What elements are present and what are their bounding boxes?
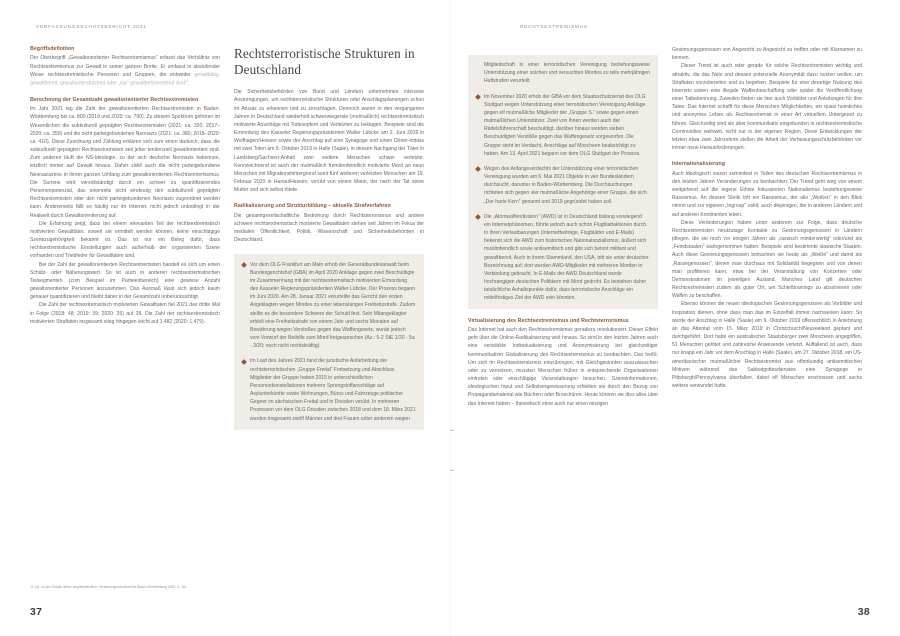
definition-text-faded: gewalttätig, gewaltbereit, gewaltunterstützend oder „nur“ gewaltbefürwortend sind — [30, 71, 220, 87]
paragraph-berechnung-1: Im Jahr 2021 lag die Zahl der gewaltorientierten Rechtsextremisten in Baden-Württemberg bei ca. 800 (2019 und 2020: ca. 790). Zu diesem Spektrum gehören im Wesentlichen die subkulturell geprägten Rechtsextremisten (2021: ca. 320; 2017–2020: ca. 350) und die nicht parteigebundenen Neonazis (2021: ca. 380; 2018–2020: ca. 410). Diese Zuordnung und Zählung erklären sich zum einen dadurch, dass die subkulturell geprägten Rechtsextremisten seit jeher tendenziell gewaltorientiert sind. Zum anderen läuft die NS-Ideologie, zu der sich deutsche Neonazis bekennen, letztlich immer auf Gewalt hinaus. Daher zählt auch die nicht parteigebundene Neonaziszene in ihrem ganzen Umfang zum gewaltorientierten Rechtsextremismus. Die Summe wird vervollständigt durch ein schwer zu quantifizierendes Personenpotenzial, das einerseits nicht eindeutig den subkulturell geprägten Rechtsextremisten oder den nicht parteigebundenen Neonazis zugeordnet werden kann. Andererseits fällt es häufig nur im Internet, nicht jedoch unbedingt in der Realwelt durch Gewaltorientierung auf. — [30, 106, 220, 219]
heading-virtualisierung: Virtualisierung des Rechtsextremismus und Rechtsterrorismus — [468, 317, 629, 324]
page-number-left: 37 — [30, 606, 43, 618]
footnote-area — [30, 585, 220, 590]
callout-box-cases-right — [468, 55, 658, 309]
paragraph-berechnung-2: Die Erfahrung zeigt, dass bei einem relevanten Teil der rechtsextremistisch motivierten Gewalttäter, soweit sie ermittelt werden können, keine einschlägige Szenezugehörigkeit bekannt ist. Das ist nur ein Beleg dafür, dass rechtsextremistische Einstellungen auch außerhalb der organisierten Szene vorhanden und Triebfeder für Gewalttaten sind. — [30, 220, 220, 260]
left-page-columns — [30, 46, 432, 606]
list-item — [242, 261, 416, 351]
callout-box-cases-left — [234, 254, 424, 430]
paragraph-berechnung-4: Die Zahl der rechtsextremistisch motivierten Gewalttaten fiel 2021 das dritte Mal in Folge (2018: 48; 2019: 39; 2020: 35) auf 28. Die Zahl der rechtsextremistisch motivierten Straftaten insgesamt stieg hingegen leicht auf 1.482 (2020: 1.479). — [30, 302, 220, 325]
heading-internationalisierung: Internationalisierung — [672, 161, 725, 168]
heading-radikalisierung: Radikalisierung und Strukturbildung – aktuelle Strafverfahren — [234, 203, 391, 210]
paragraph-definition — [30, 54, 220, 87]
list-item — [476, 165, 650, 206]
crop-mark — [450, 470, 454, 471]
footnote-marker: 11 — [184, 78, 189, 83]
page-number-right: 38 — [857, 606, 870, 618]
page-right — [450, 0, 900, 636]
column-2 — [234, 46, 424, 606]
diamond-bullet-icon — [475, 214, 481, 220]
paragraph-trend: Dieser Trend ist auch oder gerade für solche Rechtsextremisten wichtig und attraktiv, die das Netz und dessen potenzielle Anonymität dazu nutzen wollen, um Straftaten vorzubereiten und zu begehen. Beispiele für eine derartige Nutzung des Internets wären eine illegale Waffenbeschaffung oder später die Veröffentlichung einer Tatbekennung. Zuweilen finden sie hier auch Vorbilder und Anleitungen für ihre Taten. Das Internet schafft für diese Menschen Möglichkeiten, ein quasi heimliches und anonymes Leben als Rechtsextremist in einer Art virtuellem Untergrund zu führen. Gleichzeitig sind sie aber kommunikativ eingebunden in rechtsextremistische Communities weltweit, nicht nur in der eigenen Region. Diese Entwicklungen der letzten etwa zwei Jahrzehnte stellen die Arbeit der Verfassungsschutzbehörden vor immer neue Herausforderungen. — [672, 63, 862, 152]
bullet-text: Vor dem OLG Frankfurt am Main erhob der Generalbundesanwalt beim Bundesgerichtshof (GBA) im April 2020 Anklage gegen zwei Beschuldigte im Zusammenhang mit der rechtsextremistisch motivierten Ermordung des Kasseler Regierungspräsidenten Walter Lübcke. Der Prozess begann im Juni 2020. Am 28. Januar 2021 verurteilte das Gericht den ersten Angeklagten wegen Mordes zu einer lebenslangen Freiheitsstrafe. Zudem stellte es die besondere Schwere der Schuld fest. Sein Mitangeklagter erhielt eine Freiheitsstrafe von einem Jahr und sechs Monaten auf Bewährung wegen Verstoßes gegen das Waffengesetz, wurde jedoch vom Vorwurf der Beihilfe zum Mord freigesprochen (Az.: 5-2 StE 1/20 - 5a - 3/20; noch nicht rechtskräftig). — [250, 261, 416, 350]
diamond-bullet-icon — [241, 359, 247, 365]
diamond-bullet-icon — [475, 166, 481, 172]
running-head-left: VERFASSUNGSSCHUTZBERICHT 2021 — [36, 24, 147, 29]
paragraph-continuation: Gesinnungsgenossen von Angesicht zu Angesicht zu treffen oder mit Klarnamen zu kennen. — [672, 47, 862, 62]
paragraph-virtualisierung: Das Internet hat auch den Rechtsextremismus geradezu revolutioniert. Dieser Effekt geht über die Online-Radikalisierung weit hinaus. So sind in den letzten Jahren auch eine verstärkte Individualisierung und Anonymisierung bei gleichzeitiger kommunikativer Globalisierung des Rechtsextremismus zu beobachten. Das heißt: Um sich im Rechtsextremismus einzubringen, mit Gleichgesinnten auszutauschen oder zu vernetzen, mussten Menschen früher in entsprechende Organisationen eintreten oder einschlägige Veranstaltungen besuchen. Szeneinformationen, ideologischen Input und Selbstvergewisserung erhielten sie durch den Bezug von Propagandamaterial wie Büchern oder Broschüren. Heute können sie dies alles über das Internet haben – theoretisch ohne auch nur einen einzigen — [468, 327, 658, 407]
page-title: Rechtsterroristische Strukturen in Deutschland — [234, 46, 415, 78]
list-item — [476, 213, 650, 303]
definition-text-end: . — [188, 80, 190, 87]
bullet-text: Im Lauf des Jahres 2021 fand die juristische Aufarbeitung der rechtsterroristischen „Gruppe Freital“ Fortsetzung und Abschluss. Mitglieder der Gruppe hatten 2015 in unterschiedlichen Personenkonstellationen mehrere Sprengstoffanschläge auf Asylunterkünfte sowie Wohnungen, Büros und Fahrzeuge politischer Gegner im sächsischen Freital und in Dresden verübt. In mehreren Prozessen vor dem OLG Dresden zwischen 2018 und dem 18. März 2021 wurden insgesamt zwölf Männer und drei Frauen unter anderem wegen — [250, 358, 416, 422]
heading-berechnung: Berechnung der Gesamtzahl gewaltorientierter Rechtsextremisten — [30, 96, 199, 103]
heading-begriffsdefinition: Begriffsdefinition — [30, 46, 75, 52]
crop-mark — [450, 430, 454, 431]
paragraph-international-1: Auch ideologisch waren zumindest in Teilen des deutschen Rechtsextremismus in den letzten Jahren Veränderungen zu beobachten: Der Trend geht weg von einem weitgehend auf die eigene Ethnie fokussierten Nationalismus beziehungsweise Rassismus. An dessen Stelle tritt ein Rassismus, der alle „Weißen“ in den Blick nimmt und zur eigenen „Ingroup“ zählt, auch diejenigen, die in anderen Ländern und auf anderen Kontinenten leben. — [672, 170, 862, 218]
bullet-text: Die „Atomwaffendivision“ (AWD) ist in Deutschland bislang vorwiegend ein Internetphänomen, führte jedoch auch schon Flugblattaktionen durch. In ihren Verlautbarungen (Internetbeiträge, Flugblätter und E-Mails) bekennt sich die AWD zum historischen Nationalsozialismus, äußert sich muslimfeindlich sowie antisemitisch und gibt sich betont militant und gewaltbereit. Auch in ihrem Stammland, den USA, tritt sie unter deutscher Bezeichnung auf; dort werden AWD-Mitglieder mit mehreren Morden in Verbindung gebracht. In E-Mails der AWD Deutschland wurde hochrangigen deutschen Politikern mit Mord gedroht. Es bestehen daher tatsächliche Anhaltspunkte dafür, dass terroristische Anschläge ein mittelfristiges Ziel der AWD sein könnten. — [484, 213, 649, 302]
column-3 — [468, 46, 658, 606]
running-head-right: RECHTSEXTREMISMUS — [520, 24, 588, 29]
paragraph-radikalisierung: Die gesamtgesellschaftliche Bedrohung durch Rechtsterrorismus und andere schwere rechtsextremistisch motivierte Gewalttaten stehen seit Jahren im Fokus der medialen Öffentlichkeit, Politik, Wissenschaft und Sicherheitsbehörden in Deutschland. — [234, 212, 424, 244]
bullet-text: Wegen des Anfangsverdachts der Unterstützung einer terroristischen Vereinigung wurden am 6. Mai 2021 Objekte in vier Bundesländern durchsucht, darunter in Baden-Württemberg. Die Durchsuchungen richteten sich gegen vier mutmaßliche Angehörige einer Gruppe, die sich „Der harte Kern“ genannt und 2019 gegründet haben soll. — [484, 165, 647, 205]
footnote-text: 11 Vgl. zu den Details dieser Begriffsdefinition: Verfassungsschutzbericht Baden-Württemberg 2020, S. 161. — [30, 585, 188, 590]
paragraph-international-2: Diese Veränderungen haben unter anderem zur Folge, dass deutsche Rechtsextremisten heutzutage Kontakte zu Gesinnungsgenossen in Ländern pflegen, die sie noch vor einigen Jahren als „rassisch minderwertig“ oder/und als „Feindstaaten“ wahrgenommen hatten. Beispiele sind bestimmte slawische Staaten. Auch diese Gesinnungsgenossen betrachten sie heute als „Weiße“ und damit als „Rassegenossen“, denen man durchaus mit Solidarität begegnen und von denen man profitieren kann, etwa bei der Veranstaltung von Konzerten oder Demonstrationen im jeweiligen Ausland. Manches Land gilt deutschen Rechtsextremisten zudem als guter Ort, um Schießtrainings zu absolvieren oder Waffen zu beschaffen. — [672, 219, 862, 300]
paragraph-intro: Die Sicherheitsbehörden von Bund und Ländern unternehmen intensive Anstrengungen, um rechtsterroristische Strukturen oder Anschlagsplanungen schon im Ansatz zu erkennen und zu zerschlagen. Dennoch waren in den vergangenen Jahren in Deutschland wiederholt schwerwiegende (mutmaßlich) rechtsextremistisch motivierte Anschläge mit Todesopfern und Verletzten zu beklagen. Beispiele sind die Ermordung des Kasseler Regierungspräsidenten Walter Lübcke am 2. Juni 2019 in Wolfhagen/Hessen sowie der Anschlag auf eine Synagoge und einen Döner-Imbiss mit zwei Toten am 9. Oktober 2019 in Halle (Saale), in dessen Nachgang der Täter in Landsberg/Sachsen-Anhalt zwei weitere Menschen schwer verletzte. Kennzeichnend ist auch der mutmaßlich fremdenfeindlich motivierte Mord an neun Menschen mit Migrationshintergrund samt fünf weiteren verletzten Menschen am 19. Februar 2020 in Hanau/Hessen, verübt von einem Mann, der nach der Tat seine Mutter und sich selbst tötete. — [234, 89, 424, 194]
column-4 — [672, 46, 862, 606]
list-item — [476, 93, 650, 158]
column-1 — [30, 46, 220, 606]
diamond-bullet-icon — [475, 94, 481, 100]
paragraph-berechnung-3: Bei der Zahl der gewaltorientierten Rechtsextremisten handelt es sich um einen Schätz- oder Näherungswert. So ist auch in anderen rechtsextremistischen Teilsegmenten (zum Beispiel im Parteienbereich) eine gewisse Anzahl gewaltorientierter Personen anzunehmen. Das Ausmaß lässt sich jedoch kaum genauer quantifizieren und bleibt daher in der Gesamtzahl unberücksichtigt. — [30, 261, 220, 301]
callout-continuation: Mitgliedschaft in einer terroristischen Vereinigung beziehungsweise Unterstützung einer solchen und versuchten Mordes zu teils mehrjährigen Haftstrafen verurteilt. — [484, 62, 650, 85]
definition-text-normal: Der Oberbegriff „Gewaltorientierter Rechtsextremismus“ erfasst das Verhältnis von Rechtsextremismus zur Gewalt in seiner ganzen Breite. Er umfasst in abstufender Weise rechtsextremistische Personen und Gruppen, die entweder — [30, 55, 220, 78]
right-page-columns — [468, 46, 870, 606]
diamond-bullet-icon — [241, 262, 247, 268]
list-item — [242, 357, 416, 422]
paragraph-international-3: Ebenso können die neuen ideologischen Gesinnungsgenossen als Vorbilder und Inspiration dienen, ohne dass man das im Einzelfall immer nachweisen kann: So wurde der Anschlag in Halle (Saale) am 9. Oktober 2019 offensichtlich in Anlehnung an das Attentat vom 15. März 2019 in Christchurch/Neuseeland geplant und durchgeführt. Dort hatte ein australischer Staatsbürger zwei Moscheen angegriffen, 51 Menschen getötet und zahlreiche Anwesende verletzt. Auffallend ist auch, dass nur knapp ein Jahr vor dem Anschlag in Halle (Saale), am 27. Oktober 2018, ein US-amerikanischer mutmaßlicher Rechtsextremist aus offenkundig antisemitischen Motiven während des Sabbatgottesdienstes eine Synagoge in Pittsburgh/Pennsylvania überfallen, dabei elf Menschen erschossen und sechs weitere verwundet hatte. — [672, 301, 862, 390]
bullet-text: Im November 2020 erhob der GBA vor dem Staatsschutzsenat des OLG Stuttgart wegen Unterstützung einer terroristischen Vereinigung Anklage gegen elf mutmaßliche Mitglieder der „Gruppe S.“ sowie gegen einen mutmaßlichen Unterstützer. Zwei von ihnen werden auch der Rädelsführerschaft beschuldigt, darüber hinaus werden sieben Beschuldigten Verstöße gegen das Waffengesetz vorgeworfen. Die Gruppe steht im Verdacht, Anschläge auf Moscheen beabsichtigt zu haben. Am 13. April 2021 begann vor dem OLG Stuttgart der Prozess. — [484, 93, 646, 157]
